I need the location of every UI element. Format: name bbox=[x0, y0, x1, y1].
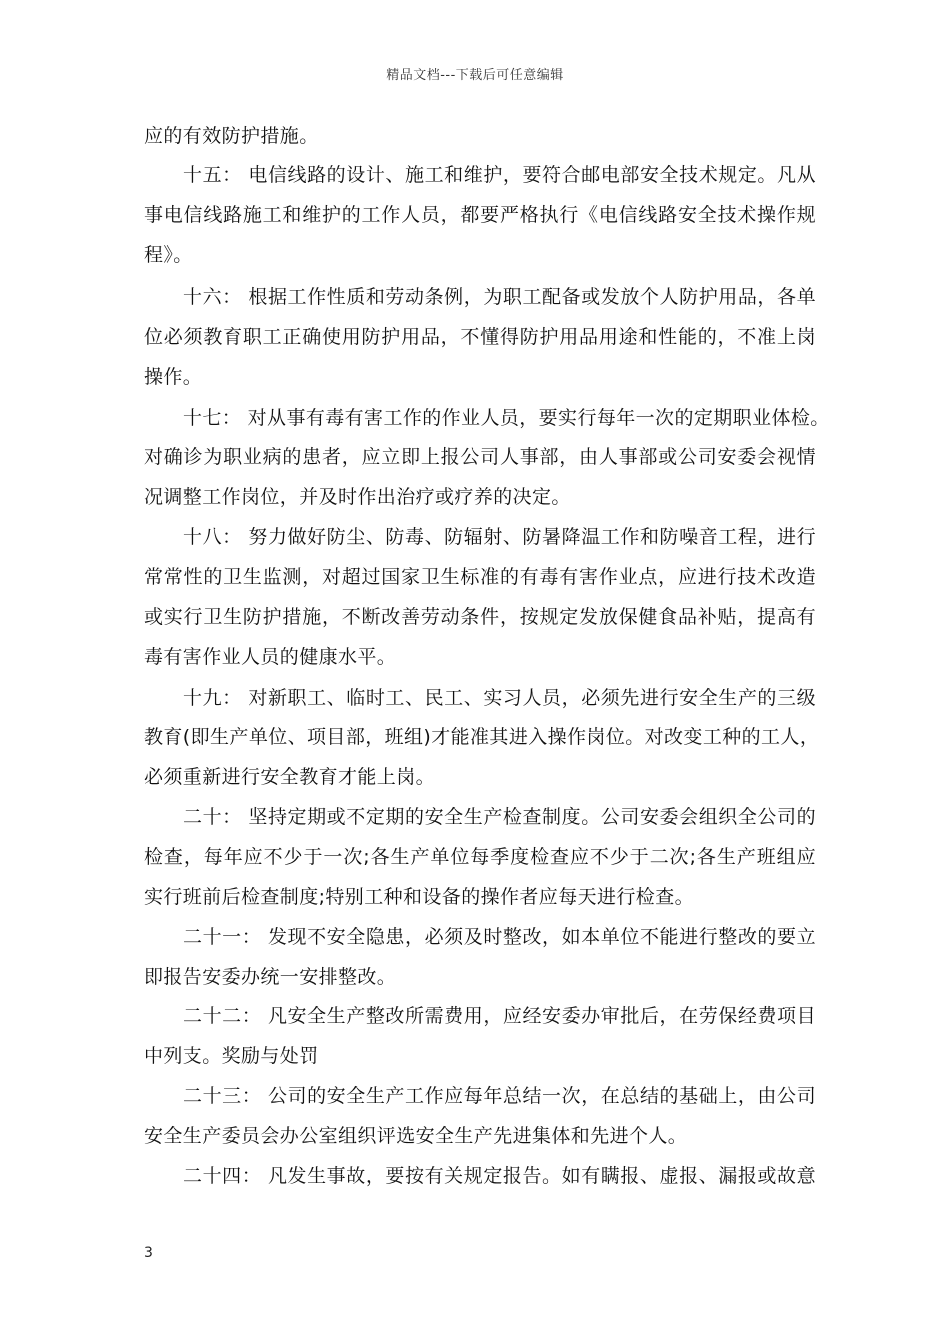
text-line: 况调整工作岗位，并及时作出治疗或疗养的决定。 bbox=[144, 486, 571, 508]
text-line: 对确诊为职业病的患者，应立即上报公司人事部，由人事部或公司安委会视情 bbox=[144, 446, 816, 468]
clause-16: 十六： 根据工作性质和劳动条例，为职工配备或发放个人防护用品，各单 bbox=[183, 286, 816, 308]
text-line: 毒有害作业人员的健康水平。 bbox=[144, 646, 397, 668]
page-number: 3 bbox=[144, 1245, 153, 1261]
clause-17: 十七： 对从事有毒有害工作的作业人员，要实行每年一次的定期职业体检。 bbox=[183, 407, 830, 429]
clause-18: 十八： 努力做好防尘、防毒、防辐射、防暑降温工作和防噪音工程，进行 bbox=[183, 526, 816, 548]
text-line: 常常性的卫生监测，对超过国家卫生标准的有毒有害作业点，应进行技术改造 bbox=[144, 566, 816, 588]
clause-24: 二十四： 凡发生事故，要按有关规定报告。如有瞒报、虚报、漏报或故意 bbox=[183, 1165, 816, 1187]
clause-19: 十九： 对新职工、临时工、民工、实习人员，必须先进行安全生产的三级 bbox=[183, 687, 816, 709]
text-line: 实行班前后检查制度;特别工种和设备的操作者应每天进行检查。 bbox=[144, 886, 695, 908]
text-line: 检查，每年应不少于一次;各生产单位每季度检查应不少于二次;各生产班组应 bbox=[144, 846, 816, 868]
clause-15: 十五： 电信线路的设计、施工和维护，要符合邮电部安全技术规定。凡从 bbox=[183, 164, 816, 186]
text-line: 应的有效防护措施。 bbox=[144, 125, 319, 147]
text-line: 中列支。奖励与处罚 bbox=[144, 1045, 319, 1067]
text-line: 即报告安委办统一安排整改。 bbox=[144, 966, 397, 988]
text-line: 教育(即生产单位、项目部，班组)才能准其进入操作岗位。对改变工种的工人， bbox=[144, 726, 820, 748]
text-line: 事电信线路施工和维护的工作人员，都要严格执行《电信线路安全技术操作规 bbox=[144, 204, 816, 226]
text-line: 操作。 bbox=[144, 366, 203, 388]
text-line: 位必须教育职工正确使用防护用品，不懂得防护用品用途和性能的，不准上岗 bbox=[144, 326, 816, 348]
text-line: 程》。 bbox=[144, 244, 193, 266]
clause-23: 二十三： 公司的安全生产工作应每年总结一次，在总结的基础上，由公司 bbox=[183, 1085, 816, 1107]
clause-20: 二十： 坚持定期或不定期的安全生产检查制度。公司安委会组织全公司的 bbox=[183, 806, 816, 828]
clause-22: 二十二： 凡安全生产整改所需费用，应经安委办审批后，在劳保经费项目 bbox=[183, 1005, 816, 1027]
page-header: 精品文档---下载后可任意编辑 bbox=[386, 68, 564, 83]
clause-21: 二十一： 发现不安全隐患，必须及时整改，如本单位不能进行整改的要立 bbox=[183, 926, 816, 948]
text-line: 必须重新进行安全教育才能上岗。 bbox=[144, 766, 436, 788]
text-line: 或实行卫生防护措施，不断改善劳动条件，按规定发放保健食品补贴，提高有 bbox=[144, 606, 816, 628]
text-line: 安全生产委员会办公室组织评选安全生产先进集体和先进个人。 bbox=[144, 1125, 688, 1147]
